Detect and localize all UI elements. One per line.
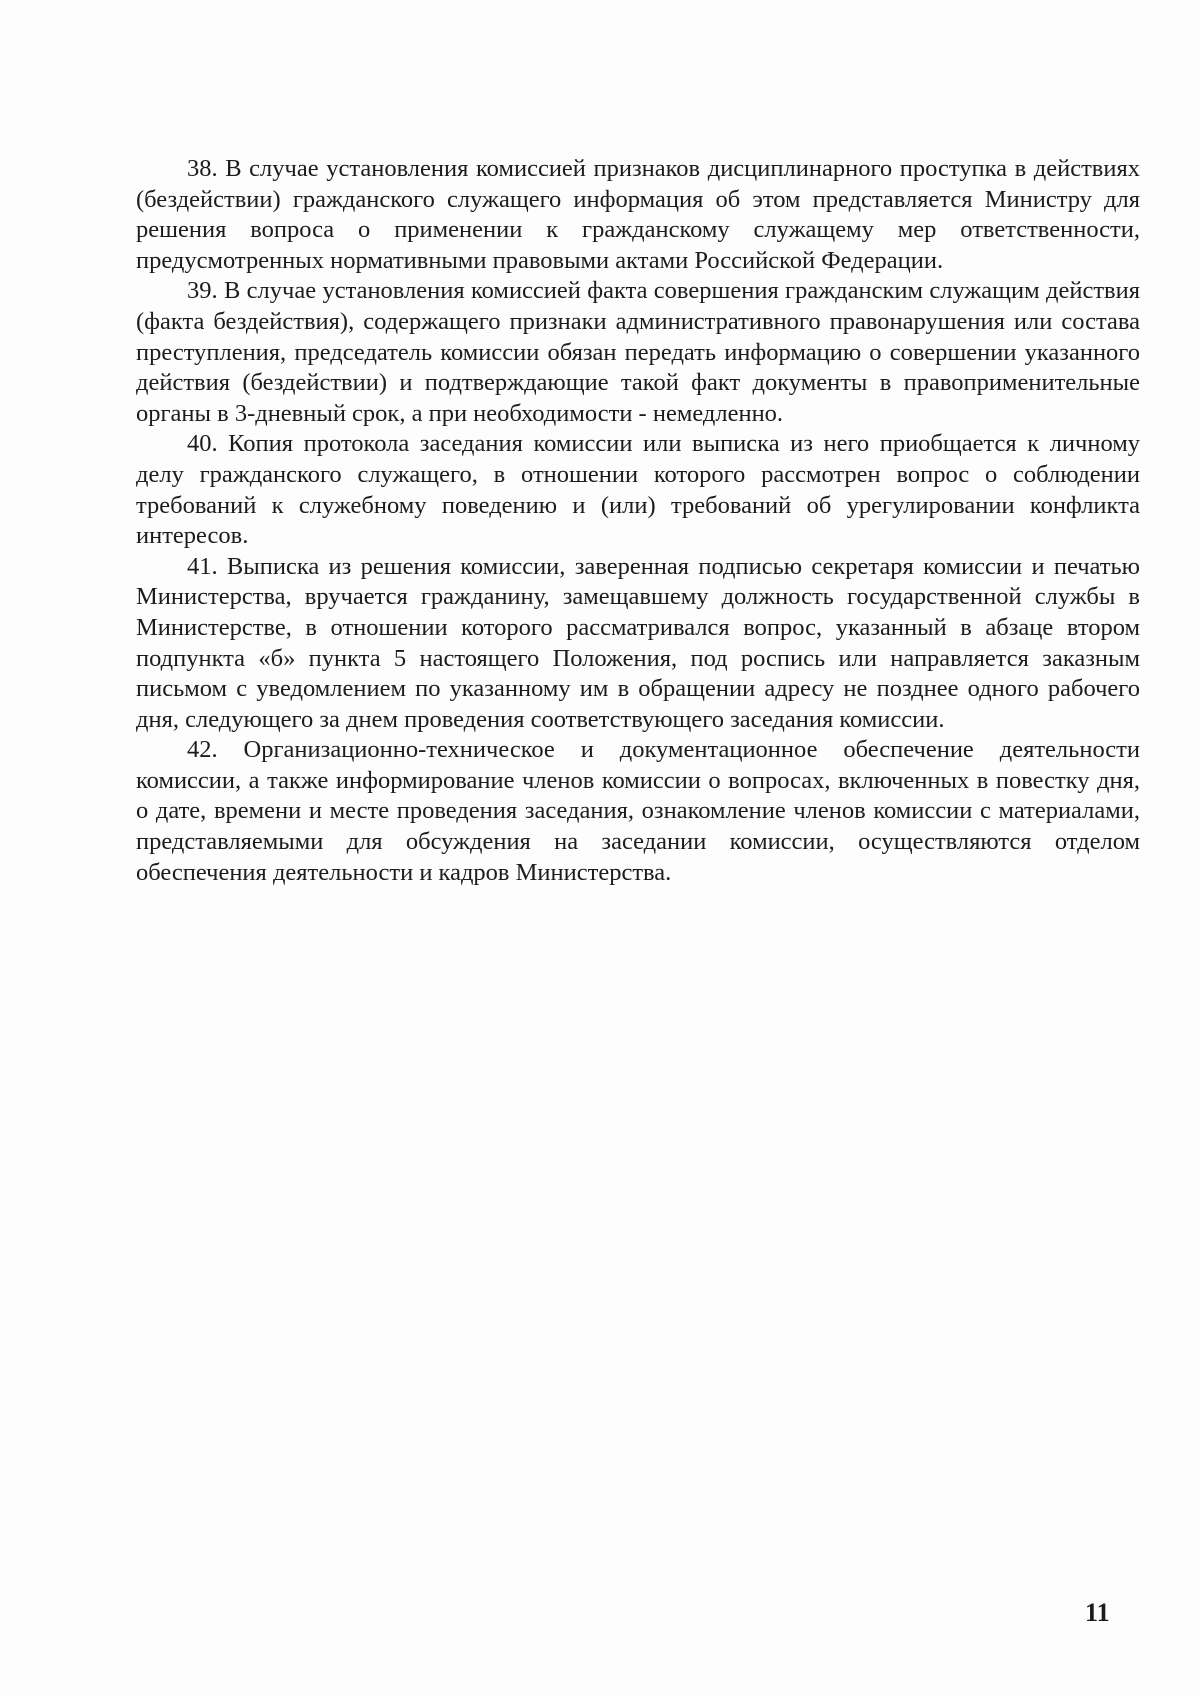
page-number: 11 <box>1085 1598 1110 1627</box>
paragraph-40: 40. Копия протокола заседания комиссии или выписка из него приобщается к личному делу гражданского служащего, в отношении которого рассмотрен вопрос о соблюдении требований к служебному поведению и (или) требований об урегулировании конфликта интересов. <box>136 430 1140 550</box>
paragraph-41: 41. Выписка из решения комиссии, заверенная подписью секретаря комиссии и печатью Министерства, вручается гражданину, замещавшему должность государственной службы в Министерстве, в отношении которого рассматривался вопрос, указанный в абзаце втором подпункта «б» пункта 5 настоящего Положения, под роспись или направляется заказным письмом с уведомлением по указанному им в обращении адресу не позднее одного рабочего дня, следующего за днем проведения соответствующего заседания комиссии. <box>136 552 1140 733</box>
document-body <box>136 154 1140 888</box>
paragraph-39: 39. В случае установления комиссией факта совершения гражданским служащим действия (факта бездействия), содержащего признаки административного правонарушения или состава преступления, председатель комиссии обязан передать информацию о совершении указанного действия (бездействии) и подтверждающие такой факт документы в правоприменительные органы в 3-дневный срок, а при необходимости - немедленно. <box>136 277 1140 427</box>
paragraph-38: 38. В случае установления комиссией признаков дисциплинарного проступка в действиях (бездействии) гражданского служащего информация об этом представляется Министру для решения вопроса о применении к гражданскому служащему мер ответственности, предусмотренных нормативными правовыми актами Российской Федерации. <box>136 155 1140 274</box>
paragraph-42: 42. Организационно-техническое и документационное обеспечение деятельности комиссии, а также информирование членов комиссии о вопросах, включенных в повестку дня, о дате, времени и месте проведения заседания, ознакомление членов комиссии с материалами, представляемыми для обсуждения на заседании комиссии, осуществляются отделом обеспечения деятельности и кадров Министерства. <box>136 736 1140 886</box>
